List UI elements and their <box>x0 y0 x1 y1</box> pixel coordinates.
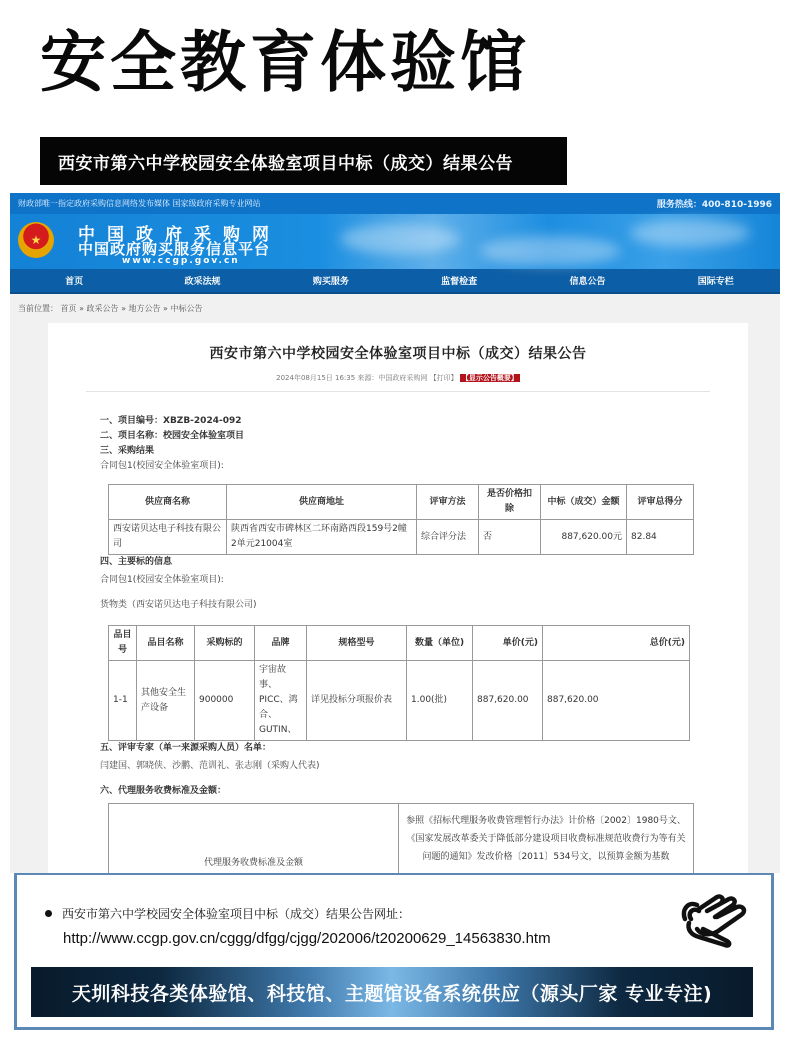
site-logo-title[interactable]: 中国政府采购网 <box>78 225 281 245</box>
pointing-hand-icon <box>677 889 757 949</box>
section-experts: 五、评审专家（单一来源采购人员）名单： <box>100 743 272 753</box>
company-slogan-banner: 天圳科技各类体验馆、科技馆、主题馆设备系统供应（源头厂家 专业专注) <box>31 967 753 1017</box>
col-unit-price: 单价(元) <box>473 626 543 661</box>
cell-supplier-name: 西安诺贝达电子科技有限公司 <box>109 520 227 555</box>
nav-purchase-services[interactable]: 购买服务 <box>312 277 349 287</box>
site-logo-url: www.ccgp.gov.cn <box>122 256 240 266</box>
breadcrumb[interactable]: 当前位置： 首页 » 政采公告 » 地方公告 » 中标公告 <box>18 303 203 313</box>
national-emblem-icon: ★ <box>18 222 54 258</box>
expert-list: 闫建国、郭晓侠、沙鹏、范训礼、张志刚（采购人代表) <box>100 761 320 771</box>
cell-review-method: 综合评分法 <box>417 520 479 555</box>
service-hotline: 服务热线：400-810-1996 <box>656 200 772 210</box>
topbar-tagline: 财政部唯一指定政府采购信息网络发布媒体 国家级政府采购专业网站 <box>18 199 261 208</box>
source-url-card <box>14 873 774 1030</box>
col-item-no: 品目号 <box>109 626 137 661</box>
url-caption: 西安市第六中学校园安全体验室项目中标（成交）结果公告网址： <box>62 907 411 921</box>
table-row <box>109 520 694 555</box>
section-main-items: 四、主要标的信息 <box>100 557 173 567</box>
article-body <box>48 392 748 873</box>
col-bid-amount: 中标（成交）金额 <box>541 485 627 520</box>
cell-fee-value: 参照《招标代理服务收费管理暂行办法》计价格〔2002〕1980号文、《国家发展改革委关于降低部分建设项目收费标准规范收费行为等有关问题的通知》发改价格〔2011〕534号文，以预算金额为基数 <box>399 804 694 874</box>
cell-price-deduction: 否 <box>479 520 541 555</box>
article-meta-text: 2024年08月15日 16:35 来源：中国政府采购网 【打印】 <box>276 374 458 382</box>
col-spec: 规格型号 <box>307 626 407 661</box>
col-price-deduction: 是否价格扣除 <box>479 485 541 520</box>
cell-item-name: 其他安全生产设备 <box>137 661 195 741</box>
package-label: 合同包1(校园安全体验室项目): <box>100 461 224 471</box>
cell-quantity: 1.00(批) <box>407 661 473 741</box>
nav-supervision[interactable]: 监督检查 <box>441 277 478 287</box>
fee-table <box>108 803 694 873</box>
result-table <box>108 484 694 555</box>
website-screenshot <box>10 193 780 873</box>
bullet-icon <box>45 910 52 917</box>
col-item-name: 品目名称 <box>137 626 195 661</box>
url-caption-row <box>45 905 410 922</box>
cell-brand: 宇宙故事、PICC、鸿合、GUTIN、 <box>255 661 307 741</box>
section-project-name: 二、项目名称：校园安全体验室项目 <box>100 431 245 441</box>
nav-announcements[interactable]: 信息公告 <box>569 277 606 287</box>
col-budget: 采购标的 <box>195 626 255 661</box>
article-title: 西安市第六中学校园安全体验室项目中标（成交）结果公告 <box>209 346 587 362</box>
col-supplier-address: 供应商地址 <box>227 485 417 520</box>
items-table <box>108 625 690 741</box>
announcement-url-link[interactable]: http://www.ccgp.gov.cn/cggg/dfgg/cjgg/202006/t20200629_14563830.htm <box>63 930 551 947</box>
main-nav <box>10 269 780 294</box>
col-total-score: 评审总得分 <box>627 485 694 520</box>
site-topbar <box>10 193 780 214</box>
site-masthead <box>10 214 780 269</box>
section-result-heading: 三、采购结果 <box>100 446 155 456</box>
section-project-number: 一、项目编号：XBZB-2024-092 <box>100 416 242 426</box>
cell-total-score: 82.84 <box>627 520 694 555</box>
article-meta <box>86 373 710 392</box>
col-supplier-name: 供应商名称 <box>109 485 227 520</box>
cell-total-price: 887,620.00 <box>543 661 690 741</box>
show-summary-button[interactable]: 【显示公告概要】 <box>461 374 518 382</box>
nav-international[interactable]: 国际专栏 <box>697 277 734 287</box>
site-logo-subtitle: 中国政府购买服务信息平台 <box>78 240 271 258</box>
article-panel <box>48 323 748 873</box>
col-review-method: 评审方法 <box>417 485 479 520</box>
cell-item-no: 1-1 <box>109 661 137 741</box>
page-hero-title: 安全教育体验馆 <box>40 24 530 101</box>
nav-home[interactable]: 首页 <box>65 277 84 287</box>
cell-fee-label: 代理服务收费标准及金额 <box>109 804 399 874</box>
cell-bid-amount: 887,620.00元 <box>541 520 627 555</box>
cell-spec: 详见投标分项报价表 <box>307 661 407 741</box>
package-label-2: 合同包1(校园安全体验室项目): <box>100 575 224 585</box>
table-row <box>109 661 690 741</box>
section-agency-fee: 六、代理服务收费标准及金额： <box>100 786 227 796</box>
goods-category: 货物类（西安诺贝达电子科技有限公司) <box>100 600 257 610</box>
announcement-banner: 西安市第六中学校园安全体验室项目中标（成交）结果公告 <box>40 137 567 185</box>
cell-budget: 900000 <box>195 661 255 741</box>
col-total-price: 总价(元) <box>543 626 690 661</box>
nav-regulations[interactable]: 政采法规 <box>184 277 221 287</box>
col-brand: 品牌 <box>255 626 307 661</box>
cell-supplier-address: 陕西省西安市碑林区二环南路西段159号2幢2单元21004室 <box>227 520 417 555</box>
col-quantity: 数量（单位) <box>407 626 473 661</box>
cell-unit-price: 887,620.00 <box>473 661 543 741</box>
